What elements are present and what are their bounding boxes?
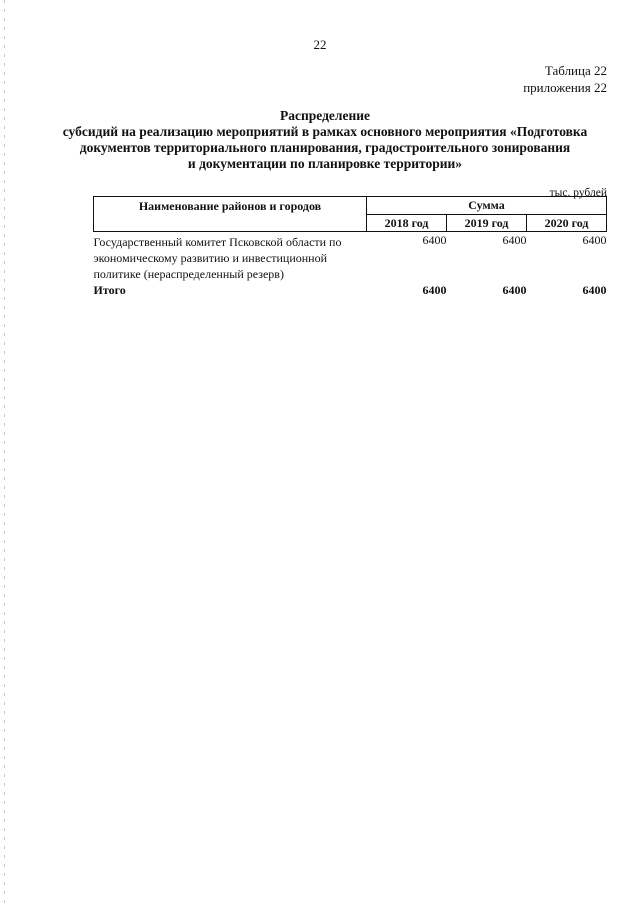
row-label [94, 232, 367, 283]
row-label-line1: Государственный комитет Псковской области по [93, 235, 342, 249]
title-line3: документов территориального планирования, градостроительного зонирования [79, 140, 571, 155]
header-year-2019: 2019 год [447, 215, 527, 232]
table-reference [523, 62, 607, 96]
total-2018: 6400 [422, 283, 447, 297]
scan-edge-artifact [4, 0, 5, 905]
distribution-table [93, 196, 607, 298]
row-label-line2: экономическому развитию и инвестиционной [93, 251, 328, 265]
total-2019: 6400 [502, 283, 527, 297]
header-year-2018: 2018 год [367, 215, 447, 232]
title-line4: и документации по планировке территории» [187, 156, 463, 171]
total-label: Итого [93, 283, 126, 297]
header-name: Наименование районов и городов [94, 197, 367, 232]
units-label: тыс. рублей [549, 187, 607, 199]
document-title [60, 108, 590, 172]
title-line2: субсидий на реализацию мероприятий в рамках основного мероприятия «Подготовка [62, 124, 588, 139]
title-line1: Распределение [279, 108, 371, 123]
total-row [94, 282, 607, 298]
header-sum: Сумма [367, 197, 607, 215]
row-label-line3: политике (нераспределенный резерв) [93, 267, 284, 281]
page-number: 22 [313, 37, 327, 52]
table-row [94, 232, 607, 283]
total-2020: 6400 [582, 283, 607, 297]
table-ref-line1: Таблица 22 [544, 63, 607, 78]
cell-2020: 6400 [582, 233, 607, 247]
cell-2019: 6400 [502, 233, 527, 247]
table-ref-line2: приложения 22 [523, 80, 607, 95]
cell-2018: 6400 [422, 233, 447, 247]
header-year-2020: 2020 год [527, 215, 607, 232]
